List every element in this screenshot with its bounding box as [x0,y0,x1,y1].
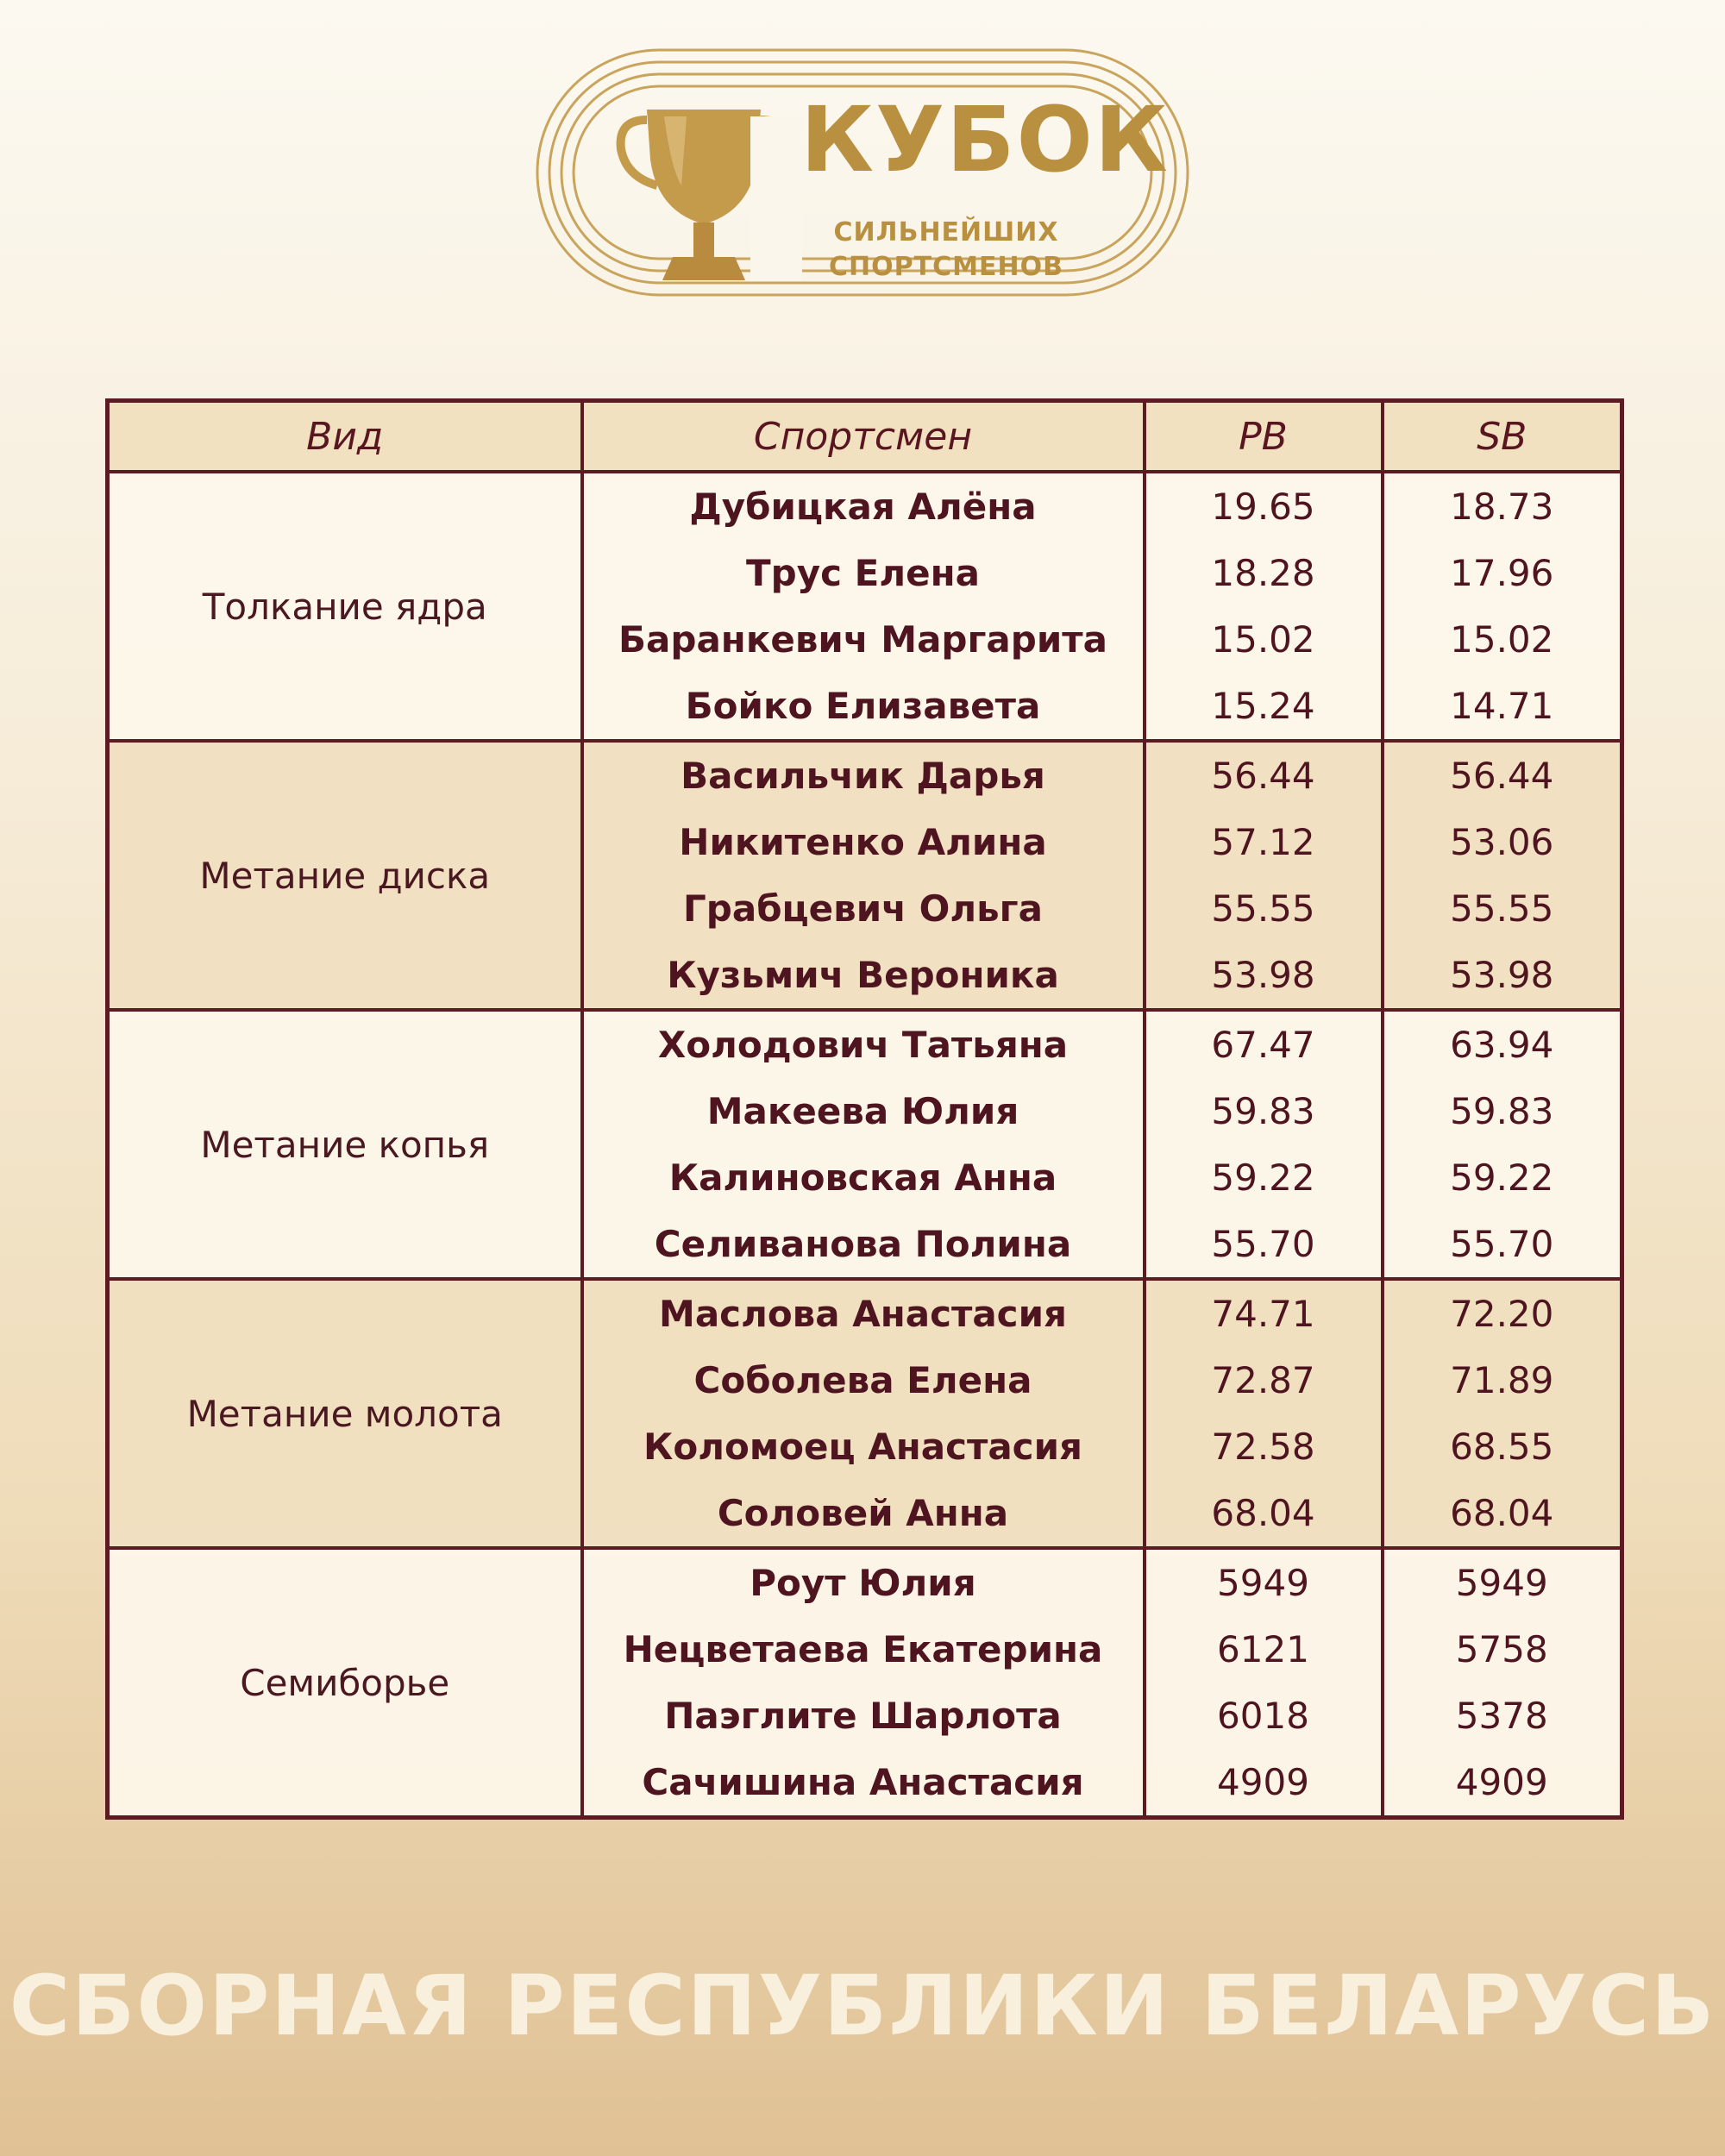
athlete-name: Коломоец Анастасия [582,1413,1145,1480]
sb-value: 53.06 [1383,809,1622,875]
pb-value: 4909 [1145,1749,1383,1818]
sb-value: 68.04 [1383,1480,1622,1548]
table-row [108,1279,1622,1347]
pb-value: 72.58 [1145,1413,1383,1480]
athlete-name: Трус Елена [582,540,1145,606]
footer-team-title: СБОРНАЯ РЕСПУБЛИКИ БЕЛАРУСЬ [9,1958,1716,2054]
athlete-name: Маслова Анастасия [582,1279,1145,1347]
athlete-name: Бойко Елизавета [582,673,1145,741]
athlete-name: Никитенко Алина [582,809,1145,875]
pb-value: 55.55 [1145,875,1383,942]
results-table [105,398,1620,1820]
sb-value: 55.55 [1383,875,1622,942]
athlete-name: Сачишина Анастасия [582,1749,1145,1818]
pb-value: 15.24 [1145,673,1383,741]
sb-value: 59.83 [1383,1078,1622,1144]
pb-value: 6121 [1145,1616,1383,1683]
pb-value: 15.02 [1145,606,1383,673]
logo-title: КУБОК [800,87,1170,192]
athlete-name: Соболева Елена [582,1347,1145,1413]
logo [535,47,1190,298]
sb-value: 53.98 [1383,942,1622,1010]
table-header [108,401,1622,473]
pb-value: 72.87 [1145,1347,1383,1413]
sb-value: 17.96 [1383,540,1622,606]
table-row [108,1548,1622,1616]
sb-value: 56.44 [1383,741,1622,809]
header-sb: SB [1383,401,1622,473]
table-row [108,1010,1622,1078]
event-cell: Метание копья [108,1010,582,1279]
athlete-name: Кузьмич Вероника [582,942,1145,1010]
sb-value: 71.89 [1383,1347,1622,1413]
pb-value: 59.22 [1145,1144,1383,1211]
pb-value: 59.83 [1145,1078,1383,1144]
pb-value: 67.47 [1145,1010,1383,1078]
pb-value: 19.65 [1145,472,1383,540]
pb-value: 74.71 [1145,1279,1383,1347]
pb-value: 56.44 [1145,741,1383,809]
sb-value: 4909 [1383,1749,1622,1818]
pb-value: 57.12 [1145,809,1383,875]
sb-value: 68.55 [1383,1413,1622,1480]
sb-value: 5949 [1383,1548,1622,1616]
athlete-name: Дубицкая Алёна [582,472,1145,540]
sb-value: 63.94 [1383,1010,1622,1078]
header-event: Вид [108,401,582,473]
table-row [108,472,1622,540]
athlete-name: Соловей Анна [582,1480,1145,1548]
athlete-name: Нецветаева Екатерина [582,1616,1145,1683]
sb-value: 59.22 [1383,1144,1622,1211]
header-athlete: Спортсмен [582,401,1145,473]
table-row [108,741,1622,809]
event-cell: Метание диска [108,741,582,1010]
athlete-name: Селиванова Полина [582,1211,1145,1279]
athlete-name: Роут Юлия [582,1548,1145,1616]
athlete-name: Холодович Татьяна [582,1010,1145,1078]
sb-value: 5758 [1383,1616,1622,1683]
logo-subtitle-line1: СИЛЬНЕЙШИХ [833,217,1059,248]
sb-value: 15.02 [1383,606,1622,673]
pb-value: 53.98 [1145,942,1383,1010]
pb-value: 68.04 [1145,1480,1383,1548]
athlete-name: Паэглите Шарлота [582,1683,1145,1749]
pb-value: 6018 [1145,1683,1383,1749]
athlete-name: Калиновская Анна [582,1144,1145,1211]
sb-value: 5378 [1383,1683,1622,1749]
sb-value: 55.70 [1383,1211,1622,1279]
athlete-name: Грабцевич Ольга [582,875,1145,942]
pb-value: 55.70 [1145,1211,1383,1279]
header-pb: PB [1145,401,1383,473]
pb-value: 5949 [1145,1548,1383,1616]
pb-value: 18.28 [1145,540,1383,606]
sb-value: 18.73 [1383,472,1622,540]
athlete-name: Баранкевич Маргарита [582,606,1145,673]
event-cell: Семиборье [108,1548,582,1818]
event-cell: Метание молота [108,1279,582,1548]
sb-value: 72.20 [1383,1279,1622,1347]
sb-value: 14.71 [1383,673,1622,741]
athlete-name: Васильчик Дарья [582,741,1145,809]
logo-subtitle-line2: СПОРТСМЕНОВ [829,252,1063,282]
athlete-name: Макеева Юлия [582,1078,1145,1144]
event-cell: Толкание ядра [108,472,582,741]
